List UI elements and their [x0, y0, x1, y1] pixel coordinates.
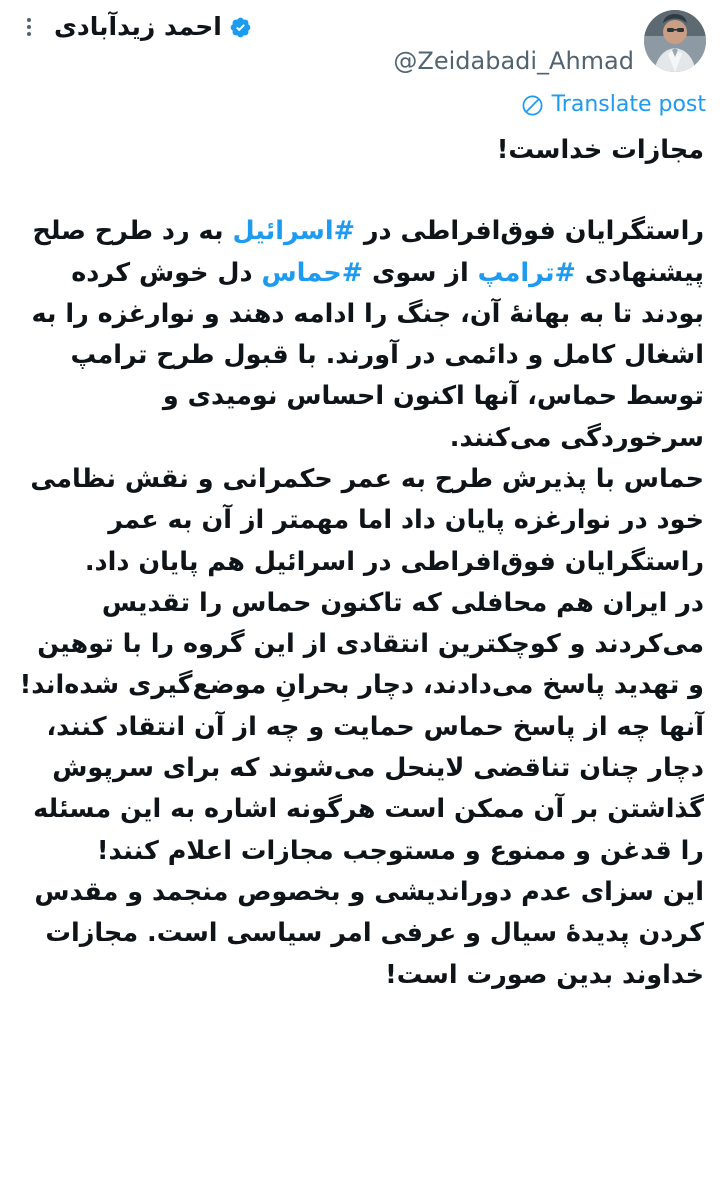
- translate-icon: [521, 94, 544, 117]
- display-name[interactable]: احمد زیدآبادی: [54, 12, 222, 41]
- more-dots: [27, 18, 31, 36]
- text-run: از سوی: [363, 257, 478, 288]
- text-run: راستگرایان فوق‌افراطی در: [355, 216, 704, 247]
- hashtag-trump[interactable]: #ترامپ: [477, 257, 576, 288]
- avatar[interactable]: [644, 10, 706, 72]
- tweet-body: [14, 122, 706, 995]
- verified-badge-icon: [229, 16, 252, 39]
- translate-post-label: Translate post: [551, 92, 706, 117]
- tweet-paragraph-5: این سزای عدم دوراندیشی و بخصوص منجمد و مقدس کردن پدیدهٔ سیال و عرفی امر سیاسی است. مجازات خداوند بدین صورت است!: [34, 876, 704, 990]
- tweet-paragraph-3: حماس با پذیرش طرح به عمر حکمرانی و نقش نظامی خود در نوارغزه پایان داد اما مهمتر از آن به عمر راستگرایان فوق‌افراطی در اسرائیل هم پایان داد.: [30, 463, 704, 577]
- author-handle[interactable]: @Zeidabadi_Ahmad: [393, 47, 634, 75]
- tweet-line-1: مجازات خداست!: [496, 135, 704, 166]
- text-run: دل خوش کرده بودند تا به بهانهٔ آن، جنگ را ادامه دهند و نوارغزه را به اشغال کامل و دائمی در آورند. با قبول طرح ترامپ توسط حماس، آنها اکنون احساس نومیدی و سرخوردگی می‌کنند.: [31, 257, 704, 453]
- tweet-header: [14, 10, 706, 76]
- more-options-icon[interactable]: [14, 12, 44, 42]
- text-run: به رد طرح صلح پیشنهادی: [32, 216, 704, 288]
- tweet-paragraph-2: [16, 211, 704, 459]
- hashtag-israel[interactable]: #اسرائیل: [232, 216, 355, 247]
- author-names: [54, 10, 634, 76]
- display-name-row: [54, 12, 634, 42]
- translate-post-button[interactable]: [521, 92, 706, 118]
- hashtag-hamas[interactable]: #حماس: [261, 257, 364, 288]
- tweet-paragraph-4: در ایران هم محافلی که تاکنون حماس را تقدیس می‌کردند و کوچکترین انتقادی از این گروه را با توهین و تهدید پاسخ می‌دادند، دچار بحرانِ موضع‌گیری شده‌اند! آنها چه از پاسخ حماس حمایت و چه از آن انتقاد کنند، دچار چنان تناقضی لاینحل می‌شوند که برای سرپوش گذاشتن بر آن ممکن است هرگونه اشاره به این مسئله را قدغن و ممنوع و مستوجب مجازات اعلام کنند!: [19, 587, 704, 866]
